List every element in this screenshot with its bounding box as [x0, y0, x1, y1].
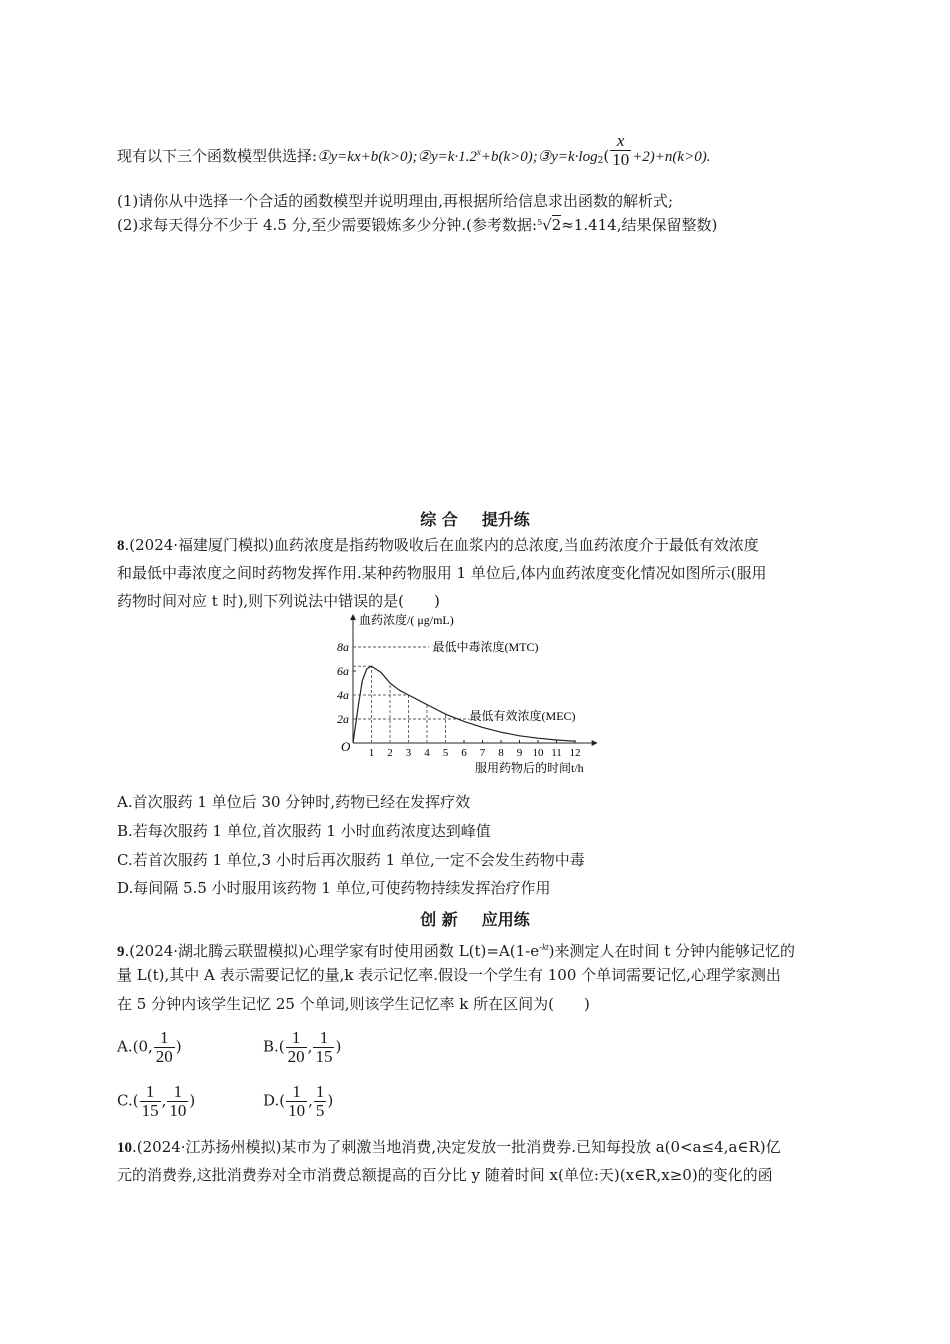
x-axis-label: 服用药物后的时间t/h	[475, 761, 584, 775]
q9-option-b[interactable]: B.( $\frac{1}{20}$ , $\frac{1}{15}$ )	[263, 1028, 342, 1066]
q8-option-d[interactable]: D.每间隔 5.5 小时服用该药物 1 单位,可使药物持续发挥治疗作用	[117, 879, 551, 897]
q9-line-1: 9.(2024·湖北腾云联盟模拟)心理学家有时使用函数 $L(t)=A(1-e^{-kt})$来测定人在时间 t 分钟内能够记忆的	[117, 942, 796, 960]
x-tick-label: 9	[516, 747, 523, 759]
model-3: ③y=k·log	[537, 149, 598, 165]
q8-option-a[interactable]: A.首次服药 1 单位后 30 分钟时,药物已经在发挥疗效	[117, 793, 471, 811]
q9-option-a[interactable]: A.(0, $\frac{1}{20}$ )	[117, 1028, 182, 1066]
y-tick-label: 2a	[337, 712, 349, 726]
q8-line-2: 和最低中毒浓度之间时药物发挥作用.某种药物服用 1 单位后,体内血药浓度变化情况如图所示(服用	[117, 564, 767, 582]
model-2: ②y=k·1.2	[417, 149, 477, 165]
x-tick-label: 6	[461, 747, 467, 759]
q8-line-3: 药物时间对应 t 时),则下列说法中错误的是( )	[117, 592, 440, 610]
concentration-curve	[353, 666, 575, 743]
x-tick-label: 10	[532, 747, 544, 759]
y-tick-label: 8a	[337, 640, 349, 654]
mtc-label: 最低中毒浓度(MTC)	[432, 640, 539, 654]
y-axis-label: 血药浓度/( μg/mL)	[359, 613, 454, 627]
q8-option-b[interactable]: B.若每次服药 1 单位,首次服药 1 小时血药浓度达到峰值	[117, 822, 491, 840]
x-tick-label: 12	[569, 747, 581, 759]
model-1: ①y=kx+b(k>0);	[317, 149, 418, 165]
q9-option-d[interactable]: D.( $\frac{1}{10}$ , $\frac{1}{5}$ )	[263, 1082, 334, 1120]
q10-line-1: 10.(2024·江苏扬州模拟)某市为了刺激当地消费,决定发放一批消费券.已知每投放 a(0<a≤4,a∈R)亿	[117, 1138, 781, 1156]
y-tick-label: 4a	[337, 688, 349, 702]
fraction-x-over-10: $\frac{x}{10}$	[612, 130, 630, 169]
q9-option-c[interactable]: C.( $\frac{1}{15}$ , $\frac{1}{10}$ )	[117, 1082, 196, 1120]
section-heading-comprehensive: 综 合 提升练	[420, 510, 530, 529]
x-tick-label: 7	[479, 747, 486, 759]
x-tick-label: 4	[424, 747, 430, 759]
y-axis-arrow	[350, 614, 356, 620]
q9-line-3: 在 5 分钟内该学生记忆 25 个单词,则该学生记忆率 k 所在区间为( )	[117, 995, 590, 1013]
x-axis-arrow	[592, 740, 598, 746]
section-heading-innovation: 创 新 应用练	[420, 910, 530, 929]
x-tick-label: 8	[498, 747, 504, 759]
mec-label: 最低有效浓度(MEC)	[469, 709, 576, 723]
q8-line-1: 8.(2024·福建厦门模拟)血药浓度是指药物吸收后在血浆内的总浓度,当血药浓度介于最低有效浓度	[117, 536, 759, 554]
origin-label: O	[341, 739, 351, 754]
q7-models-line: 现有以下三个函数模型供选择$:①y=kx+b(k>0);②y=k\cdot 1.2^x+b(k>0);③y=k\cdot\log_2$( $\frac{x}{10}$ +2)+n(k>0).	[117, 130, 711, 169]
q10-line-2: 元的消费券,这批消费券对全市消费总额提高的百分比 y 随着时间 x(单位:天)(x∈R,x≥0)的变化的函	[117, 1166, 773, 1184]
q7-part2: (2)求每天得分不少于 4.5 分,至少需要锻炼多少分钟.(参考数据: 5 √2≈1.414,结果保留整数)	[117, 216, 718, 234]
fifth-root: 5 √2	[537, 216, 562, 234]
q8-option-c[interactable]: C.若首次服药 1 单位,3 小时后再次服药 1 单位,一定不会发生药物中毒	[117, 851, 585, 869]
blood-concentration-chart	[325, 610, 625, 780]
q9-line-2: 量 L(t),其中 A 表示需要记忆的量,k 表示记忆率.假设一个学生有 100 个单词需要记忆,心理学家测出	[117, 966, 781, 984]
x-tick-label: 5	[442, 747, 449, 759]
q7-part1: (1)请你从中选择一个合适的函数模型并说明理由,再根据所给信息求出函数的解析式;	[117, 192, 674, 210]
x-tick-label: 2	[387, 747, 393, 759]
x-tick-label: 3	[405, 747, 412, 759]
x-tick-label: 1	[368, 747, 375, 759]
x-tick-label: 11	[551, 747, 562, 759]
y-tick-label: 6a	[337, 664, 349, 678]
